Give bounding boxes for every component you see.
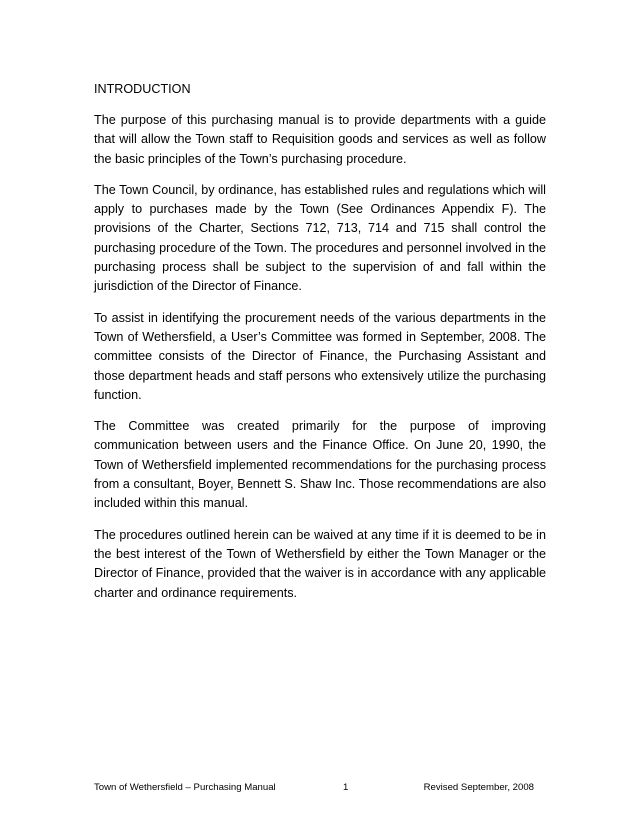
paragraph-committee-purpose: The Committee was created primarily for the purpose of improving communication between users and the Finance Office. On June 20, 1990, the Town of Wethersfield implemented recommendations for the purchasing process from a consultant, Boyer, Bennett S. Shaw Inc. Those recommendations are also included within this manual. xyxy=(94,419,546,511)
paragraph-users-committee: To assist in identifying the procurement needs of the various departments in the Town of Wethersfield, a User’s Committee was formed in September, 2008. The committee consists of the Director of Finance, the Purchasing Assistant and those department heads and staff persons who extensively utilize the purchasing function. xyxy=(94,310,546,402)
section-heading: INTRODUCTION xyxy=(94,82,191,96)
footer-revision-date: Revised September, 2008 xyxy=(423,782,534,793)
paragraph-waiver: The procedures outlined herein can be waived at any time if it is deemed to be in the best interest of the Town of Wethersfield by either the Town Manager or the Director of Finance, provided that the waiver is in accordance with any applicable charter and ordinance requirements. xyxy=(94,527,546,600)
page-footer xyxy=(94,781,534,795)
page-body xyxy=(94,80,546,615)
paragraph-town-council: The Town Council, by ordinance, has established rules and regulations which will apply to purchases made by the Town (See Ordinances Appendix F). The provisions of the Charter, Sections 712, 713, 714 and 715 shall control the purchasing procedure of the Town. The procedures and personnel involved in the purchasing process shall be subject to the supervision of and fall within the jurisdiction of the Director of Finance. xyxy=(94,182,546,294)
paragraph-purpose: The purpose of this purchasing manual is to provide departments with a guide that will allow the Town staff to Requisition goods and services as well as follow the basic principles of the Town’s purchasing procedure. xyxy=(94,113,546,166)
footer-document-title: Town of Wethersfield – Purchasing Manual xyxy=(94,782,276,793)
footer-page-number: 1 xyxy=(343,782,349,793)
